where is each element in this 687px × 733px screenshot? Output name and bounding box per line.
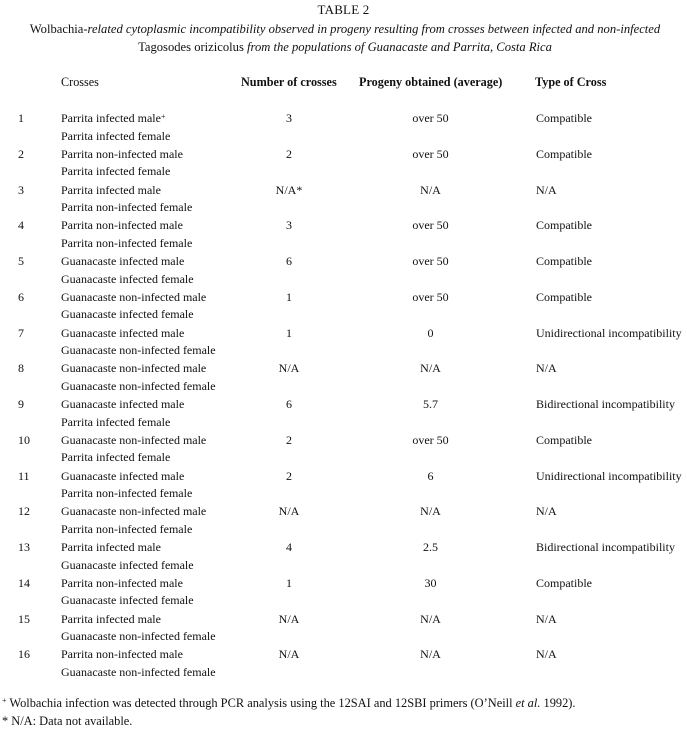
number-of-crosses: N/A* bbox=[275, 182, 303, 197]
table-row bbox=[0, 253, 687, 289]
type-of-cross: Compatible bbox=[536, 432, 592, 447]
cross-female: Parrita infected female bbox=[61, 128, 171, 143]
progeny-obtained: over 50 bbox=[412, 254, 449, 268]
type-of-cross: Compatible bbox=[536, 289, 592, 304]
row-number: 11 bbox=[18, 468, 30, 483]
type-of-cross: Compatible bbox=[536, 254, 592, 268]
progeny-obtained: over 50 bbox=[412, 432, 449, 447]
cross-male: Guanacaste non-infected male bbox=[61, 432, 207, 447]
cross-female: Guanacaste non-infected female bbox=[61, 343, 216, 357]
number-of-crosses: N/A bbox=[278, 504, 300, 519]
table-row bbox=[0, 217, 687, 253]
progeny-obtained: 6 bbox=[427, 468, 434, 483]
number-of-crosses: 1 bbox=[286, 289, 292, 304]
type-of-cross: Compatible bbox=[536, 111, 592, 125]
progeny-obtained: N/A bbox=[420, 182, 441, 197]
cross-male: Parrita infected male+ bbox=[61, 111, 166, 125]
row-number: 14 bbox=[18, 575, 30, 590]
row-number: 12 bbox=[18, 504, 30, 519]
row-number: 3 bbox=[18, 182, 24, 197]
row-number: 6 bbox=[18, 289, 24, 304]
progeny-obtained: 0 bbox=[427, 325, 434, 340]
type-of-cross: N/A bbox=[536, 504, 557, 519]
number-of-crosses: 2 bbox=[286, 468, 292, 483]
header-crosses: Crosses bbox=[61, 75, 99, 89]
table-row bbox=[0, 575, 687, 611]
cross-male: Guanacaste infected male bbox=[61, 397, 185, 411]
type-of-cross: N/A bbox=[536, 182, 557, 197]
table-row bbox=[0, 182, 687, 218]
progeny-obtained: over 50 bbox=[412, 218, 449, 233]
cross-male: Parrita non-infected male bbox=[61, 146, 183, 161]
row-number: 10 bbox=[18, 432, 30, 447]
cross-male: Guanacaste non-infected male bbox=[61, 289, 207, 304]
footnote-marker: + bbox=[2, 696, 7, 705]
header-progeny: Progeny obtained (average) bbox=[359, 75, 503, 89]
type-of-cross: Compatible bbox=[536, 575, 592, 590]
progeny-obtained: 2.5 bbox=[423, 540, 438, 554]
header-type-of-cross: Type of Cross bbox=[535, 75, 607, 89]
cross-female: Guanacaste infected female bbox=[61, 557, 194, 572]
progeny-obtained: over 50 bbox=[412, 146, 449, 161]
row-number: 16 bbox=[18, 647, 30, 662]
progeny-obtained: N/A bbox=[420, 611, 441, 626]
number-of-crosses: 2 bbox=[286, 146, 292, 161]
number-of-crosses: 6 bbox=[286, 397, 292, 411]
cross-male: Parrita infected male bbox=[61, 182, 161, 197]
progeny-obtained: N/A bbox=[420, 647, 441, 662]
cross-female: Guanacaste non-infected female bbox=[61, 629, 216, 643]
type-of-cross: Unidirectional incompatibility bbox=[536, 468, 682, 483]
cross-female: Parrita non-infected female bbox=[61, 235, 193, 250]
table-row bbox=[0, 289, 687, 325]
infection-marker: + bbox=[160, 112, 166, 121]
cross-female: Parrita infected female bbox=[61, 164, 171, 179]
row-number: 4 bbox=[18, 218, 24, 233]
number-of-crosses: 6 bbox=[286, 254, 292, 268]
footnote-na: * N/A: Data not available. bbox=[2, 714, 133, 728]
table-row bbox=[0, 110, 687, 146]
footnote-text: Wolbachia infection was detected through PCR analysis using the 12SAI and 12SBI primers (O’Neill bbox=[6, 696, 516, 710]
table-row bbox=[0, 539, 687, 575]
table-row bbox=[0, 611, 687, 647]
type-of-cross: Compatible bbox=[536, 146, 592, 161]
table-row bbox=[0, 646, 687, 682]
number-of-crosses: 1 bbox=[286, 575, 292, 590]
number-of-crosses: N/A bbox=[278, 611, 300, 626]
row-number: 7 bbox=[18, 325, 24, 340]
row-number: 8 bbox=[18, 361, 24, 376]
progeny-obtained: N/A bbox=[420, 361, 441, 376]
type-of-cross: Bidirectional incompatibility bbox=[536, 540, 675, 554]
table-row bbox=[0, 360, 687, 396]
row-number: 13 bbox=[18, 540, 30, 554]
table-row bbox=[0, 396, 687, 432]
type-of-cross: N/A bbox=[536, 361, 557, 376]
type-of-cross: N/A bbox=[536, 647, 557, 662]
type-of-cross: N/A bbox=[536, 611, 557, 626]
table-row bbox=[0, 503, 687, 539]
progeny-obtained: over 50 bbox=[412, 111, 449, 125]
progeny-obtained: over 50 bbox=[412, 289, 449, 304]
cross-female: Guanacaste infected female bbox=[61, 307, 194, 322]
cross-female: Parrita infected female bbox=[61, 450, 171, 465]
cross-male: Guanacaste non-infected male bbox=[61, 504, 207, 519]
number-of-crosses: 3 bbox=[286, 218, 292, 233]
number-of-crosses: 3 bbox=[286, 111, 292, 125]
row-number: 2 bbox=[18, 146, 24, 161]
cross-male: Guanacaste infected male bbox=[61, 254, 185, 268]
cross-female: Parrita infected female bbox=[61, 414, 171, 429]
cross-female: Parrita non-infected female bbox=[61, 486, 193, 500]
table-row bbox=[0, 325, 687, 361]
row-number: 15 bbox=[18, 611, 30, 626]
progeny-obtained: N/A bbox=[420, 504, 441, 519]
caption-text-1: -related cytoplasmic incompatibility observed in progeny resulting from crosses between infected and non-infected bbox=[83, 22, 661, 36]
cross-female: Guanacaste non-infected female bbox=[61, 378, 216, 393]
table-caption bbox=[20, 20, 670, 56]
row-number: 9 bbox=[18, 397, 24, 411]
type-of-cross: Compatible bbox=[536, 218, 592, 233]
row-number: 1 bbox=[18, 111, 24, 125]
table-title: TABLE 2 bbox=[317, 2, 370, 17]
cross-male: Parrita non-infected male bbox=[61, 575, 183, 590]
progeny-obtained: 30 bbox=[424, 575, 437, 590]
cross-male: Parrita infected male bbox=[61, 611, 161, 626]
cross-male: Parrita non-infected male bbox=[61, 647, 183, 662]
type-of-cross: Bidirectional incompatibility bbox=[536, 397, 675, 411]
caption-species: Tagosodes orizicolus bbox=[138, 40, 244, 54]
cross-female: Guanacaste infected female bbox=[61, 593, 194, 608]
number-of-crosses: 4 bbox=[286, 540, 292, 554]
footnote-pcr bbox=[2, 696, 576, 711]
cross-male: Parrita non-infected male bbox=[61, 218, 183, 233]
row-number: 5 bbox=[18, 254, 24, 268]
number-of-crosses: 2 bbox=[286, 432, 292, 447]
table-row bbox=[0, 432, 687, 468]
cross-male: Guanacaste non-infected male bbox=[61, 361, 207, 376]
number-of-crosses: N/A bbox=[278, 361, 300, 376]
table-row bbox=[0, 468, 687, 504]
number-of-crosses: 1 bbox=[286, 325, 292, 340]
caption-genus: Wolbachia bbox=[29, 22, 84, 36]
table-row bbox=[0, 146, 687, 182]
cross-male: Guanacaste infected male bbox=[61, 325, 185, 340]
header-number-of-crosses: Number of crosses bbox=[241, 75, 337, 89]
footnote-etal: et al. bbox=[515, 696, 541, 710]
cross-female: Guanacaste infected female bbox=[61, 271, 194, 286]
cross-female: Parrita non-infected female bbox=[61, 521, 193, 536]
cross-male: Guanacaste infected male bbox=[61, 468, 185, 483]
caption-text-2: from the populations of Guanacaste and Parrita, Costa Rica bbox=[243, 40, 552, 54]
number-of-crosses: N/A bbox=[278, 647, 300, 662]
progeny-obtained: 5.7 bbox=[423, 397, 438, 411]
type-of-cross: Unidirectional incompatibility bbox=[536, 325, 682, 340]
cross-male: Parrita infected male bbox=[61, 540, 161, 554]
cross-female: Guanacaste non-infected female bbox=[61, 664, 216, 679]
footnote-year: 1992). bbox=[540, 696, 576, 710]
cross-female: Parrita non-infected female bbox=[61, 200, 193, 214]
